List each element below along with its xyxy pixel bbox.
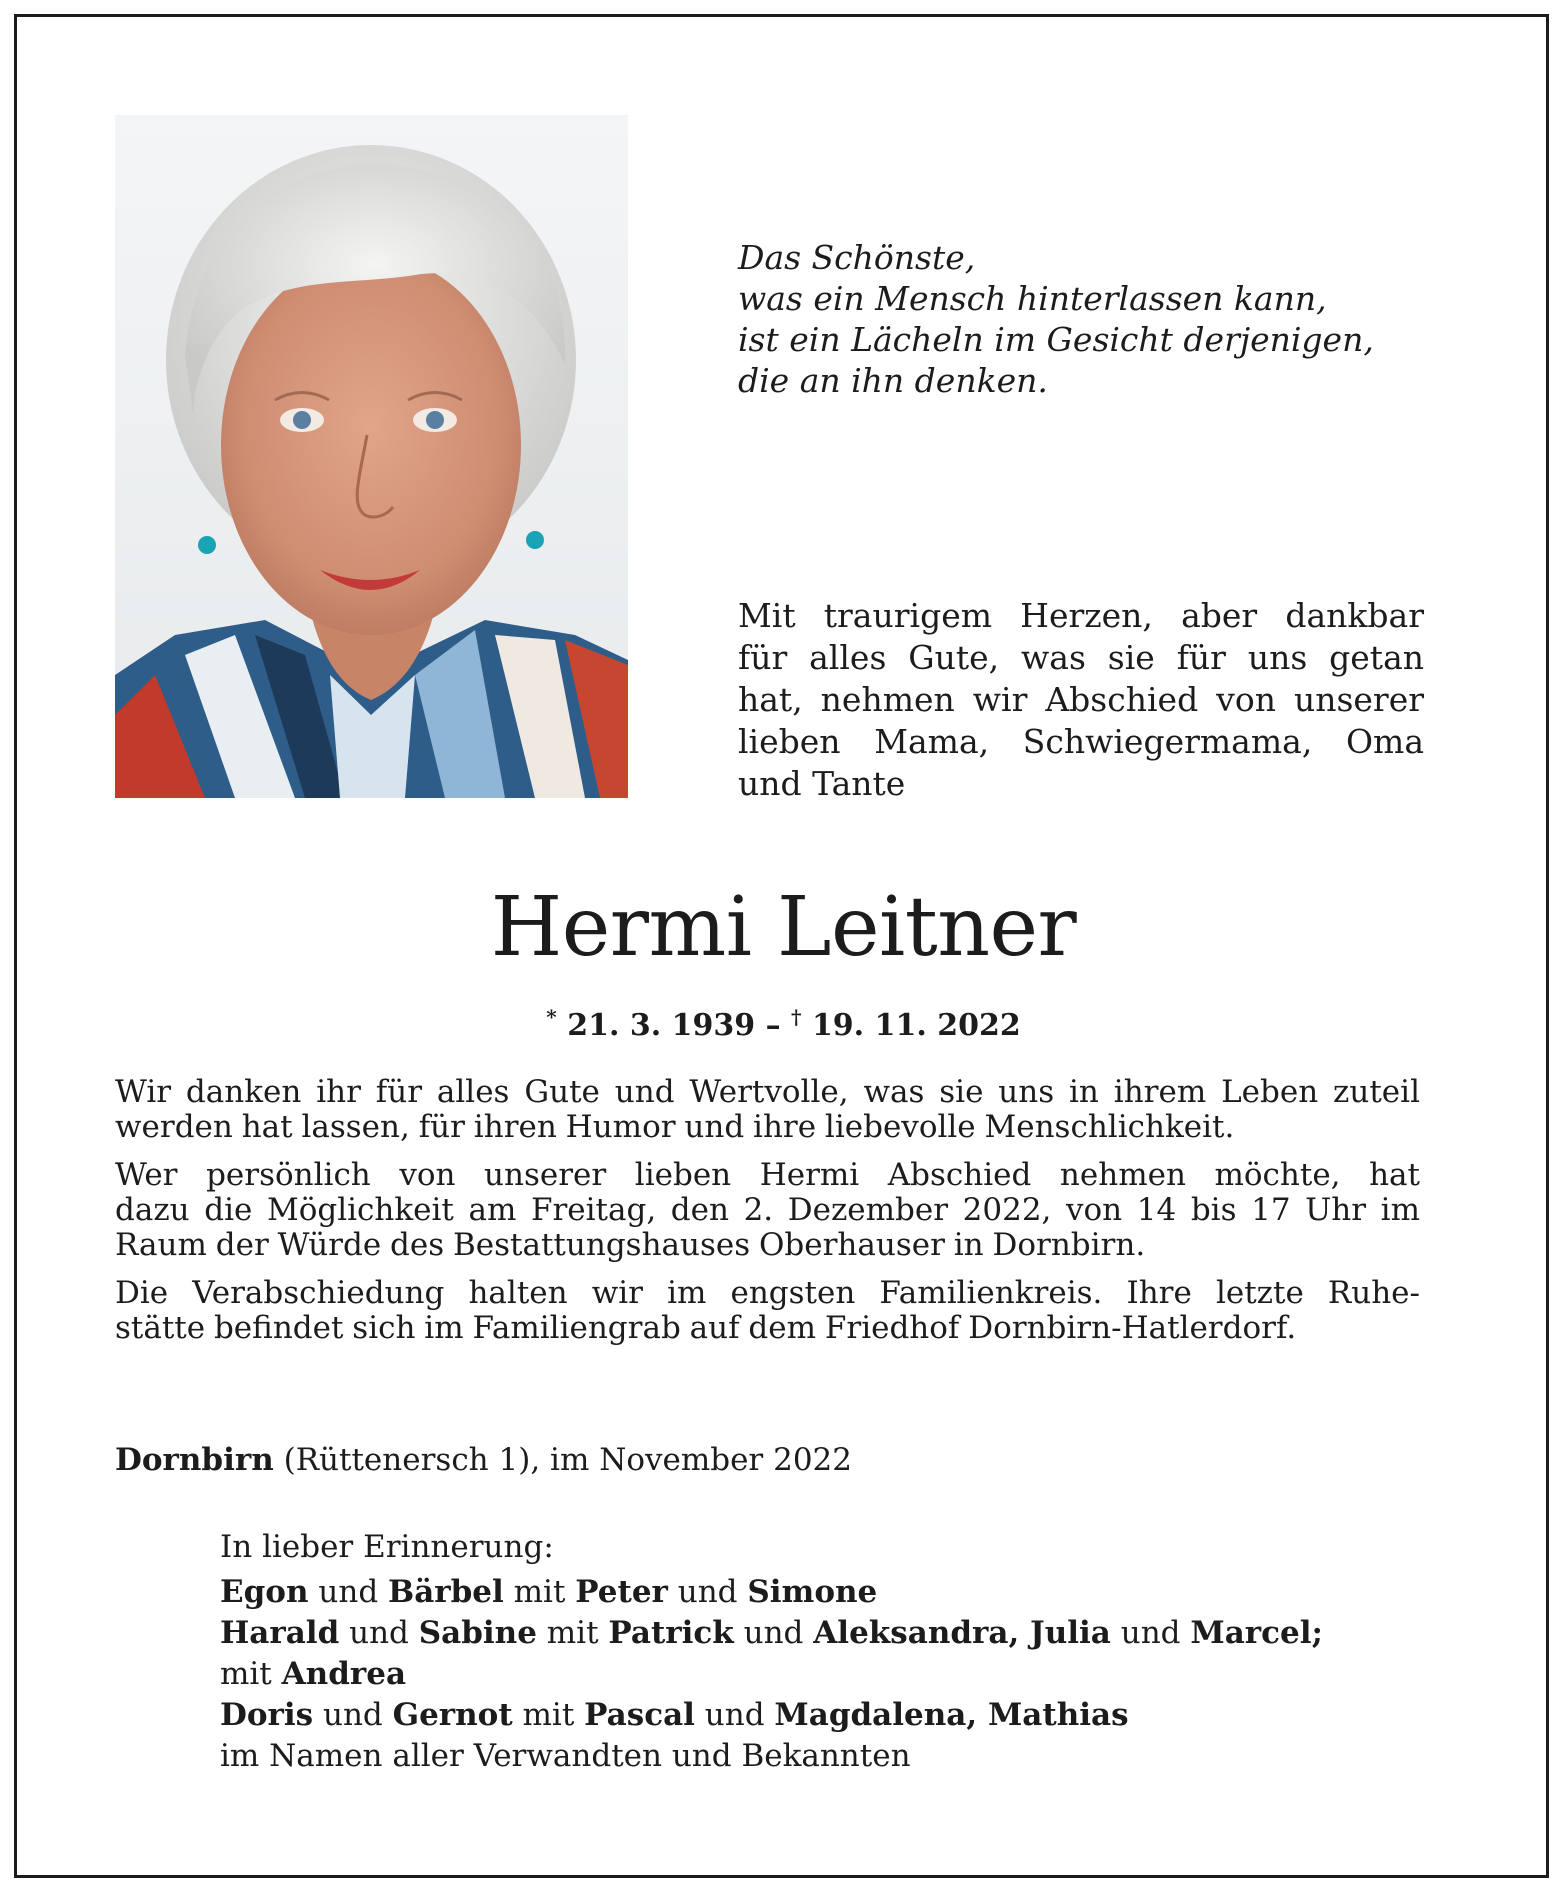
mourner-name: Sabine	[418, 1615, 537, 1651]
mourner-name: Aleksandra, Julia	[813, 1615, 1111, 1651]
mourner-connector: und	[694, 1697, 775, 1733]
mourner-connector: mit	[512, 1697, 585, 1733]
birth-symbol: *	[546, 1005, 557, 1029]
mourner-line	[220, 1572, 1323, 1613]
mourner-name: Doris	[220, 1697, 314, 1733]
mourners-list	[220, 1527, 1323, 1777]
death-symbol: †	[791, 1005, 802, 1029]
intro-line: für alles Gute, was sie für uns getan	[738, 638, 1424, 677]
mourner-name: Egon	[220, 1574, 309, 1610]
mourner-name: Marcel;	[1190, 1615, 1323, 1651]
paragraph-line: dazu die Möglichkeit am Freitag, den 2. Dezember 2022, von 14 bis 17 Uhr im	[115, 1192, 1420, 1228]
mourner-connector: mit	[503, 1574, 576, 1610]
quote-line: ist ein Lächeln im Gesicht derjenigen,	[738, 320, 1374, 359]
paragraph-line: Raum der Würde des Bestattungshauses Oberhauser in Dornbirn.	[115, 1227, 1146, 1263]
quote-verse	[738, 237, 1458, 401]
paragraph-burial	[115, 1276, 1420, 1346]
intro-line: hat, nehmen wir Abschied von unserer	[738, 680, 1424, 719]
mourner-line	[220, 1695, 1323, 1736]
quote-line: Das Schönste,	[738, 238, 976, 277]
obituary-body	[115, 1075, 1420, 1359]
mourner-name: Simone	[747, 1574, 878, 1610]
paragraph-thanks	[115, 1075, 1420, 1145]
quote-line: die an ihn denken.	[738, 361, 1048, 400]
paragraph-line: stätte befindet sich im Familiengrab auf dem Friedhof Dornbirn-Hatlerdorf.	[115, 1310, 1297, 1346]
mourner-line	[220, 1654, 1323, 1695]
portrait-illustration	[115, 115, 628, 798]
mourner-connector: und	[339, 1615, 419, 1651]
mourner-name: Peter	[575, 1574, 668, 1610]
intro-line: und Tante	[738, 764, 906, 803]
mourner-connector: im Namen aller Verwandten und Bekannten	[220, 1738, 911, 1774]
mourner-connector: mit	[536, 1615, 609, 1651]
mourner-connector: und	[313, 1697, 393, 1733]
date-separator: –	[765, 1008, 781, 1043]
quote-line: was ein Mensch hinterlassen kann,	[738, 279, 1327, 318]
mourner-line	[220, 1736, 1323, 1777]
mourner-name: Gernot	[392, 1697, 513, 1733]
birth-date: 21. 3. 1939	[567, 1008, 756, 1043]
life-dates	[0, 997, 1567, 1046]
memory-heading: In lieber Erinnerung:	[220, 1529, 554, 1565]
mourner-name: Patrick	[608, 1615, 734, 1651]
place-and-date	[115, 1440, 852, 1480]
paragraph-farewell	[115, 1158, 1420, 1263]
place-city: Dornbirn	[115, 1442, 274, 1478]
intro-line: Mit traurigem Herzen, aber dankbar	[738, 596, 1424, 635]
mourner-connector: und	[1110, 1615, 1191, 1651]
intro-text	[738, 595, 1424, 805]
paragraph-line: werden hat lassen, für ihren Humor und ihre liebevolle Menschlichkeit.	[115, 1109, 1235, 1145]
death-date: 19. 11. 2022	[811, 1008, 1021, 1043]
paragraph-line: Die Verabschiedung halten wir im engsten Familienkreis. Ihre letzte Ruhe-	[115, 1275, 1420, 1311]
mourner-lines	[220, 1572, 1323, 1777]
intro-line: lieben Mama, Schwiegermama, Oma	[738, 722, 1424, 761]
mourner-connector: und	[308, 1574, 389, 1610]
mourner-connector: mit	[220, 1656, 282, 1692]
mourner-connector: und	[667, 1574, 748, 1610]
mourner-name: Magdalena, Mathias	[774, 1697, 1129, 1733]
mourner-name: Harald	[220, 1615, 340, 1651]
mourner-name: Pascal	[584, 1697, 695, 1733]
paragraph-line: Wir danken ihr für alles Gute und Wertvolle, was sie uns in ihrem Leben zuteil	[115, 1074, 1420, 1110]
mourner-connector: und	[733, 1615, 814, 1651]
mourner-name: Bärbel	[388, 1574, 504, 1610]
deceased-name: Hermi Leitner	[490, 880, 1077, 975]
place-detail: (Rüttenersch 1), im November 2022	[273, 1442, 852, 1478]
portrait-photo	[115, 115, 628, 798]
mourner-line	[220, 1613, 1323, 1654]
paragraph-line: Wer persönlich von unserer lieben Hermi Abschied nehmen möchte, hat	[115, 1157, 1420, 1193]
mourner-name: Andrea	[281, 1656, 407, 1692]
